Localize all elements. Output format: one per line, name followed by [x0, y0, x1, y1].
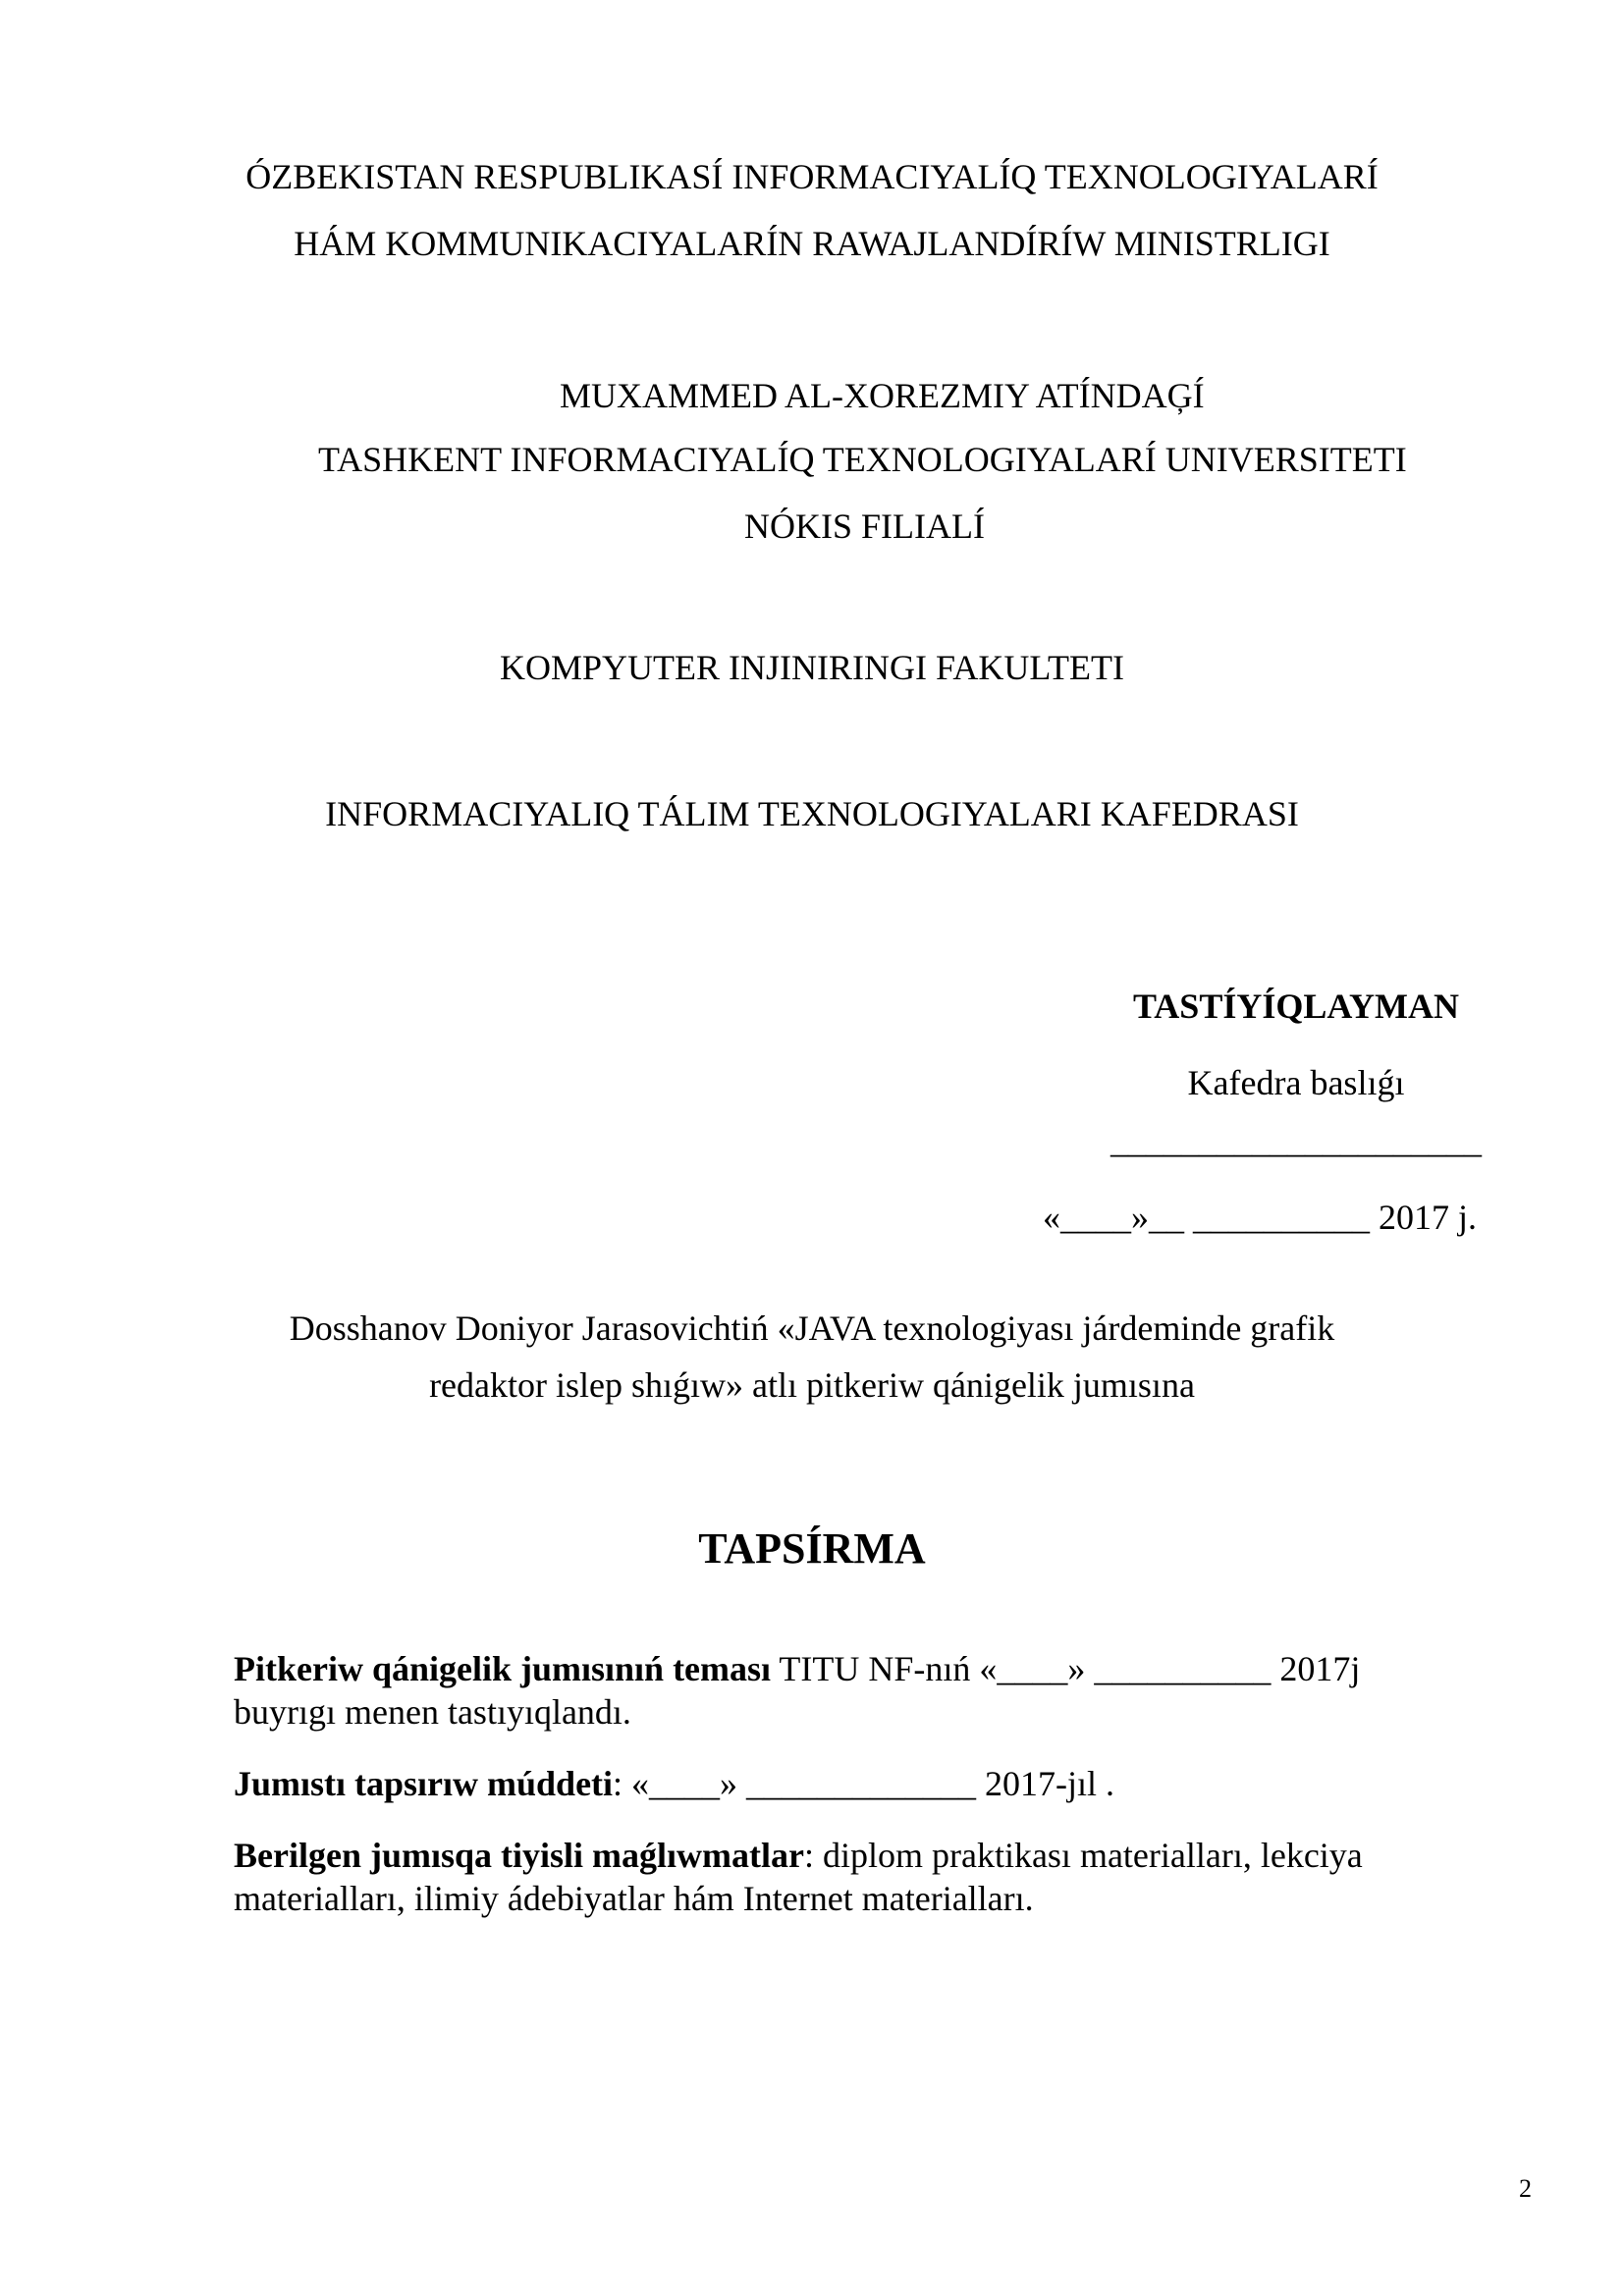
ministry-line-2: HÁM KOMMUNIKACIYALARÍN RAWAJLANDÍRÍW MINISTRLIGI — [294, 224, 1330, 263]
approval-date: «____»__ __________ 2017 j. — [1043, 1198, 1478, 1237]
paragraph-topic-text: TITU NF-nıń «____» __________ 2017j — [771, 1649, 1361, 1688]
approval-heading: TASTÍYÍQLAYMAN — [1132, 987, 1460, 1026]
paragraph-topic — [234, 1647, 1515, 1734]
paragraph-materials-line-2: materialları, ilimiy ádebiyatlar hám Internet materialları. — [234, 1879, 1034, 1918]
paragraph-materials-text: : diplom praktikası materialları, lekciya — [803, 1836, 1363, 1875]
subject-line-1: Dosshanov Doniyor Jarasovichtiń «JAVA texnologiyası járdeminde grafik — [289, 1308, 1335, 1348]
paragraph-materials-label: Berilgen jumısqa tiyisli maǵlıwmatlar — [234, 1836, 804, 1875]
page-number: 2 — [1519, 2174, 1532, 2203]
paragraph-deadline — [234, 1762, 1515, 1805]
university-line-2: TASHKENT INFORMACIYALÍQ TEXNOLOGIYALARÍ UNIVERSITETI — [318, 440, 1407, 479]
department-name: INFORMACIYALIQ TÁLIM TEXNOLOGIYALARI KAFEDRASI — [325, 794, 1299, 833]
paragraph-topic-line-1 — [234, 1647, 1515, 1690]
approval-role: Kafedra baslıǵı — [1187, 1063, 1405, 1102]
university-line-3: NÓKIS FILIALÍ — [744, 507, 985, 546]
faculty-name: KOMPYUTER INJINIRINGI FAKULTETI — [500, 648, 1124, 687]
signature-line: _____________________ — [1110, 1121, 1482, 1160]
document-title: TAPSÍRMA — [698, 1524, 926, 1573]
paragraph-topic-line-2: buyrıgı menen tastıyıqlandı. — [234, 1692, 631, 1732]
subject-line-2: redaktor islep shıǵıw» atlı pitkeriw qánigelik jumısına — [429, 1365, 1195, 1405]
ministry-line-1: ÓZBEKISTAN RESPUBLIKASÍ INFORMACIYALÍQ TEXNOLOGIYALARÍ — [245, 157, 1379, 196]
paragraph-deadline-text: : «____» _____________ 2017-jıl . — [613, 1764, 1115, 1803]
university-line-1: MUXAMMED AL-XOREZMIY ATÍNDAĢÍ — [560, 376, 1205, 415]
paragraph-topic-label: Pitkeriw qánigelik jumısınıń teması — [234, 1649, 772, 1688]
paragraph-materials — [234, 1834, 1515, 1920]
paragraph-deadline-label: Jumıstı tapsırıw múddeti — [234, 1764, 614, 1803]
